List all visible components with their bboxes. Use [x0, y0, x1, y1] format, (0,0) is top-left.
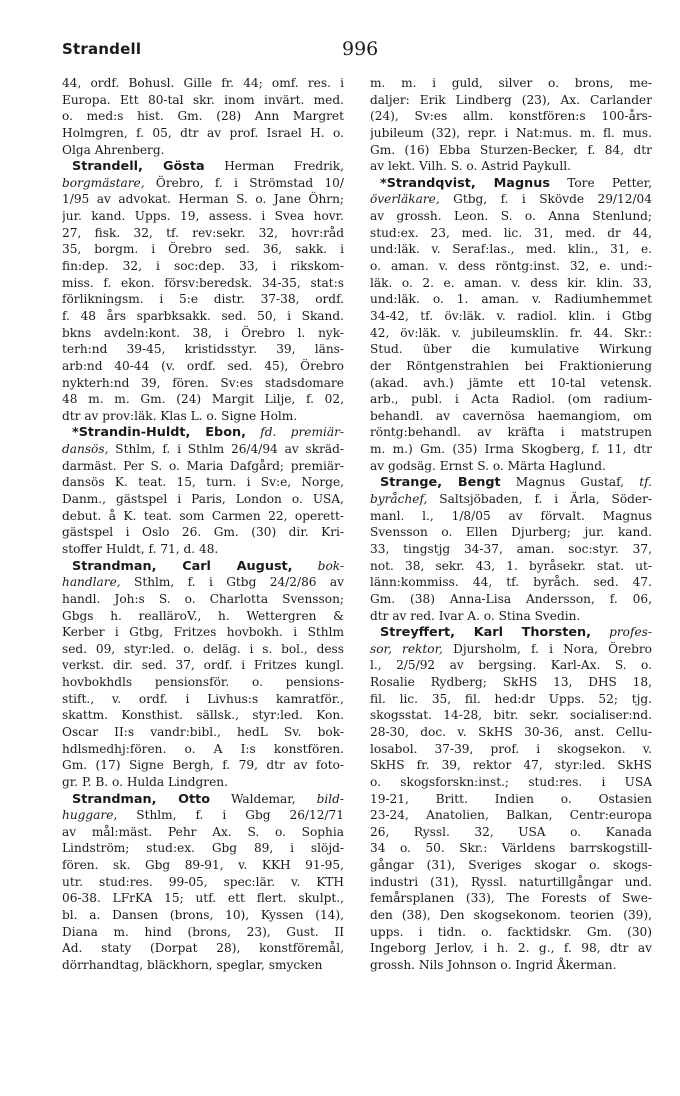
text-run: femårsplanen (33), The Forests of Swe- — [370, 891, 652, 906]
text-line — [370, 591, 652, 608]
text-run: Diana m. hind (brons, 23), Gust. II — [62, 924, 344, 939]
entry-occupation: tf. — [639, 475, 652, 490]
text-line — [62, 108, 344, 125]
text-run: dtr av prov:läk. Klas L. o. Signe Holm. — [62, 408, 298, 423]
entry-headword: Strandman, Carl August, — [72, 558, 293, 574]
text-line — [370, 957, 652, 974]
text-line — [62, 541, 344, 558]
text-run: 34 o. 50. Skr.: Världens barrskogstill- — [370, 841, 652, 856]
text-run: 33, tingstjg 34-37, aman. soc:styr. 37, — [370, 541, 652, 556]
text-line — [62, 325, 344, 342]
text-line — [62, 191, 344, 208]
text-run: Lindström; stud:ex. Gbg 89, i slöjd- — [62, 841, 344, 856]
text-line — [370, 158, 652, 175]
text-line — [62, 241, 344, 258]
text-line — [62, 574, 344, 591]
text-line — [62, 691, 344, 708]
left-column — [62, 75, 344, 974]
text-line — [370, 441, 652, 458]
text-line — [370, 924, 652, 941]
entry-occupation: dansös, — [62, 442, 109, 457]
text-line — [370, 608, 652, 625]
text-run: behandl. av cavernösa haemangiom, om — [370, 408, 652, 423]
text-run: Ad. staty (Dorpat 28), konstföremål, — [62, 941, 344, 956]
text-run: grossh. Nils Johnson o. Ingrid Åkerman. — [370, 957, 617, 972]
text-line — [370, 258, 652, 275]
text-run: (akad. avh.) jämte ett 10-tal vetensk. — [370, 375, 652, 390]
text-run: fil. lic. 35, fil. hed:dr Upps. 52; tjg. — [370, 691, 652, 706]
text-line — [62, 474, 344, 491]
text-line — [62, 491, 344, 508]
text-run: Herman Fredrik, — [204, 159, 344, 174]
text-line — [62, 341, 344, 358]
text-line — [62, 824, 344, 841]
entry-headword: Strandman, Otto — [72, 791, 210, 807]
text-run: jur. kand. Upps. 19, assess. i Svea hovr. — [62, 209, 344, 224]
text-run: fören. sk. Gbg 89-91, v. KKH 91-95, — [62, 858, 344, 873]
text-run: Gm. (16) Ebba Sturzen-Becker, f. 84, dtr — [370, 142, 652, 157]
text-line — [62, 807, 344, 824]
entry-occupation: sor, rektor, — [370, 641, 443, 656]
text-line — [370, 774, 652, 791]
text-line — [370, 408, 652, 425]
text-run: förlikningsm. i 5:e distr. 37-38, ordf. — [62, 292, 344, 307]
text-line — [62, 608, 344, 625]
text-line — [62, 657, 344, 674]
text-run: 06-38. LFrKA 15; utf. ett flert. skulpt., — [62, 891, 344, 906]
text-run: 28-30, doc. v. SkHS 30-36, anst. Cellu- — [370, 724, 652, 739]
text-run: losabol. 37-39, prof. i skogsekon. v. — [370, 741, 652, 756]
text-line — [370, 890, 652, 907]
text-run: gr. P. B. o. Hulda Lindgren. — [62, 774, 228, 789]
text-run: sed. 09, styr:led. o. deläg. i s. bol., dess — [62, 641, 344, 656]
text-line — [370, 341, 652, 358]
text-line — [370, 707, 652, 724]
text-run: dansös K. teat. 15, turn. i Sv:e, Norge, — [62, 475, 344, 490]
text-run: läk. o. 2. e. aman. v. dess kir. klin. 33, — [370, 275, 652, 290]
text-line — [62, 175, 344, 192]
text-run: f. 48 års sparbksakk. sed. 50, i Skand. — [62, 308, 344, 323]
text-line — [370, 824, 652, 841]
text-run: SkHS fr. 39, rektor 47, styr:led. SkHS — [370, 758, 652, 773]
text-line — [62, 840, 344, 857]
text-run: Waldemar, — [210, 791, 317, 806]
text-line — [370, 857, 652, 874]
text-line — [62, 225, 344, 242]
text-run: verkst. dir. sed. 37, ordf. i Fritzes kungl. — [62, 658, 344, 673]
entry-occupation: borgmästare, — [62, 175, 145, 190]
text-line — [370, 142, 652, 159]
text-line — [62, 757, 344, 774]
text-line — [62, 408, 344, 425]
text-run: l., 2/5/92 av bergsing. Karl-Ax. S. o. — [370, 658, 652, 673]
text-line — [370, 358, 652, 375]
text-run: Gtbg, f. i Skövde 29/12/04 — [439, 192, 652, 207]
text-run: skogsstat. 14-28, bitr. sekr. socialiser:nd. — [370, 708, 652, 723]
text-line — [62, 674, 344, 691]
text-line — [62, 75, 344, 92]
text-run: Sthlm, f. i Gbg 26/12/71 — [117, 808, 344, 823]
entry-occupation: handlare, — [62, 575, 121, 590]
text-line — [62, 907, 344, 924]
entry-occupation: fd. premiär- — [245, 425, 344, 440]
text-line — [370, 375, 652, 392]
text-line — [62, 641, 344, 658]
text-run: Gbgs h. realläroV., h. Wettergren & — [62, 608, 344, 623]
text-line — [370, 291, 652, 308]
text-run: 48 m. m. Gm. (24) Margit Lilje, f. 02, — [62, 392, 344, 407]
text-run: (24), Sv:es allm. konstfören:s 100-års- — [370, 109, 652, 124]
text-line — [370, 191, 652, 208]
text-run: 42, öv:läk. v. jubileumsklin. fr. 44. Skr.: — [370, 325, 652, 340]
text-line — [62, 441, 344, 458]
text-run: fin:dep. 32, i soc:dep. 33, i rikskom- — [62, 259, 344, 274]
text-line — [370, 208, 652, 225]
text-line — [62, 741, 344, 758]
text-line — [370, 125, 652, 142]
text-line — [62, 208, 344, 225]
entry-headline — [370, 624, 652, 641]
text-run: Gm. (38) Anna-Lisa Andersson, f. 06, — [370, 591, 652, 606]
text-run: bkns avdeln:kont. 38, i Örebro l. nyk- — [62, 325, 344, 340]
text-run: manl. l., 1/8/05 av förvalt. Magnus — [370, 508, 652, 523]
text-line — [62, 924, 344, 941]
text-run: Oscar II:s vandr:bibl., hedL Sv. bok- — [62, 724, 344, 739]
text-run: Magnus Gustaf, — [500, 475, 640, 490]
text-line — [62, 375, 344, 392]
text-run: 23-24, Anatolien, Balkan, Centr:europa — [370, 808, 652, 823]
text-run: av lekt. Vilh. S. o. Astrid Paykull. — [370, 159, 571, 174]
text-run: dörrhandtag, bläckhorn, speglar, smycken — [62, 957, 323, 972]
text-run: stoffer Huldt, f. 71, d. 48. — [62, 541, 219, 556]
text-line — [370, 75, 652, 92]
text-line — [62, 774, 344, 791]
text-run: skattm. Konsthist. sällsk., styr:led. Kon. — [62, 708, 344, 723]
text-run: darmäst. Per S. o. Maria Dafgård; premiär- — [62, 458, 344, 473]
text-line — [370, 92, 652, 109]
entry-occupation: överläkare, — [370, 192, 440, 207]
text-line — [62, 391, 344, 408]
text-line — [370, 574, 652, 591]
entry-occupation: profes- — [590, 625, 652, 640]
text-run: upps. i tidn. o. facktidskr. Gm. (30) — [370, 924, 652, 939]
text-run: debut. å K. teat. som Carmen 22, operett- — [62, 508, 344, 523]
entry-occupation: byråchef, — [370, 492, 428, 507]
entry-headword: Streyffert, Karl Thorsten, — [380, 625, 591, 641]
text-run: hovbokhdls pensionsför. o. pensions- — [62, 675, 344, 690]
text-line — [62, 258, 344, 275]
text-run: Kerber i Gtbg, Fritzes hovbokh. i Sthlm — [62, 625, 344, 640]
text-line — [62, 358, 344, 375]
page-header — [62, 38, 632, 62]
text-run: 34-42, tf. öv:läk. v. radiol. klin. i Gtbg — [370, 308, 652, 323]
text-run: Djursholm, f. i Nora, Örebro — [442, 641, 652, 656]
text-run: stift., v. ordf. i Livhus:s kamratför., — [62, 691, 344, 706]
text-run: 27, fisk. 32, tf. rev:sekr. 32, hovr:råd — [62, 225, 344, 240]
text-run: industri (31), Ryssl. naturtillgångar und. — [370, 874, 652, 889]
text-line — [370, 674, 652, 691]
text-run: Holmgren, f. 05, dtr av prof. Israel H. o. — [62, 125, 344, 140]
text-line — [370, 325, 652, 342]
text-line — [62, 308, 344, 325]
text-line — [62, 275, 344, 292]
text-run: miss. f. ekon. försv:beredsk. 34-35, stat:s — [62, 275, 344, 290]
text-line — [370, 757, 652, 774]
text-line — [62, 624, 344, 641]
text-run: gångar (31), Sveriges skogar o. skogs- — [370, 858, 652, 873]
text-run: Europa. Ett 80-tal skr. inom invärt. med. — [62, 92, 344, 107]
text-run: av grossh. Leon. S. o. Anna Stenlund; — [370, 209, 652, 224]
text-line — [370, 108, 652, 125]
text-run: röntg:behandl. av kräfta i matstrupen — [370, 425, 652, 440]
text-run: Rosalie Rydberg; SkHS 13, DHS 18, — [370, 675, 652, 690]
entry-headline — [62, 424, 344, 441]
text-line — [62, 707, 344, 724]
text-run: dtr av red. Ivar A. o. Stina Svedin. — [370, 608, 581, 623]
text-line — [62, 291, 344, 308]
text-run: stud:ex. 23, med. lic. 31, med. dr 44, — [370, 225, 652, 240]
text-run: 19-21, Britt. Indien o. Ostasien — [370, 791, 652, 806]
text-line — [370, 940, 652, 957]
text-line — [62, 92, 344, 109]
text-run: o. aman. v. dess röntg:inst. 32, e. und:- — [370, 259, 652, 274]
text-run: o. skogsforskn:inst.; stud:res. i USA — [370, 774, 652, 789]
text-run: 44, ordf. Bohusl. Gille fr. 44; omf. res. i — [62, 76, 344, 90]
text-line — [62, 874, 344, 891]
text-run: av godsäg. Ernst S. o. Märta Haglund. — [370, 458, 606, 473]
text-run: länn:kommiss. 44, tf. byråch. sed. 47. — [370, 575, 652, 590]
text-line — [370, 874, 652, 891]
text-run: Ingeborg Jerlov, i h. 2. g., f. 98, dtr av — [370, 941, 652, 956]
text-line — [370, 807, 652, 824]
text-line — [370, 275, 652, 292]
text-line — [62, 591, 344, 608]
text-line — [370, 458, 652, 475]
text-line — [370, 308, 652, 325]
text-run: Saltsjöbaden, f. i Ärla, Söder- — [427, 492, 652, 507]
text-run: der Röntgenstrahlen bei Fraktionierung — [370, 358, 652, 373]
entry-occupation: bok- — [292, 558, 344, 573]
text-run: Örebro, f. i Strömstad 10/ — [144, 175, 344, 190]
entry-headword: *Strandqvist, Magnus — [380, 175, 550, 191]
text-run: Sthlm, f. i Sthlm 26/4/94 av skräd- — [108, 442, 344, 457]
right-column — [370, 75, 652, 974]
text-line — [62, 724, 344, 741]
text-line — [370, 524, 652, 541]
text-run: m. m.) Gm. (35) Irma Skogberg, f. 11, dtr — [370, 442, 652, 457]
text-line — [62, 890, 344, 907]
text-run: Tore Petter, — [549, 175, 652, 190]
text-run: Olga Ahrenberg. — [62, 142, 165, 157]
text-run: Stud. über die kumulative Wirkung — [370, 342, 652, 357]
text-line — [62, 957, 344, 974]
entry-headline — [62, 158, 344, 175]
text-run: arb., publ. i Acta Radiol. (om radium- — [370, 392, 652, 407]
text-line — [62, 508, 344, 525]
text-line — [62, 458, 344, 475]
entry-headword: Strange, Bengt — [380, 475, 501, 491]
entry-headword: Strandell, Gösta — [72, 159, 205, 175]
text-line — [62, 125, 344, 142]
text-run: Danm., gästspel i Paris, London o. USA, — [62, 492, 344, 507]
text-line — [370, 741, 652, 758]
running-head: Strandell — [62, 40, 142, 58]
text-run: handl. Joh:s S. o. Charlotta Svensson; — [62, 591, 344, 606]
page-number: 996 — [342, 38, 379, 60]
text-run: und:läk. o. 1. aman. v. Radiumhemmet — [370, 292, 652, 307]
text-run: gästspel i Oslo 26. Gm. (30) dir. Kri- — [62, 525, 344, 540]
text-run: hdlsmedhj:fören. o. A I:s konstfören. — [62, 741, 344, 756]
text-line — [370, 840, 652, 857]
text-run: bl. a. Dansen (brons, 10), Kyssen (14), — [62, 908, 344, 923]
text-run: 35, borgm. i Örebro sed. 36, sakk. i — [62, 242, 344, 257]
text-line — [370, 691, 652, 708]
text-line — [370, 541, 652, 558]
entry-occupation: huggare, — [62, 808, 118, 823]
text-run: Gm. (17) Signe Bergh, f. 79, dtr av foto- — [62, 758, 344, 773]
text-line — [370, 791, 652, 808]
text-run: utr. stud:res. 99-05, spec:lär. v. KTH — [62, 874, 344, 889]
text-line — [370, 558, 652, 575]
text-line — [62, 142, 344, 159]
text-run: terh:nd 39-45, kristidsstyr. 39, läns- — [62, 342, 344, 357]
text-run: Svensson o. Ellen Djurberg; jur. kand. — [370, 525, 652, 540]
text-line — [370, 424, 652, 441]
text-run: m. m. i guld, silver o. brons, me- — [370, 76, 652, 90]
text-line — [370, 508, 652, 525]
text-run: Sthlm, f. i Gtbg 24/2/86 av — [120, 575, 344, 590]
text-run: daljer: Erik Lindberg (23), Ax. Carlander — [370, 92, 652, 107]
text-line — [370, 907, 652, 924]
entry-headword: *Strandin-Huldt, Ebon, — [72, 425, 246, 441]
text-line — [370, 724, 652, 741]
text-run: jubileum (32), repr. i Nat:mus. m. fl. mus. — [370, 125, 652, 140]
text-run: nykterh:nd 39, fören. Sv:es stadsdomare — [62, 375, 344, 390]
text-line — [370, 225, 652, 242]
text-line — [62, 940, 344, 957]
text-line — [370, 641, 652, 658]
text-line — [370, 241, 652, 258]
text-run: und:läk. v. Seraf:las., med. klin., 31, e. — [370, 242, 652, 257]
text-run: not. 38, sekr. 43, 1. byråsekr. stat. ut- — [370, 558, 652, 573]
text-run: arb:nd 40-44 (v. ordf. sed. 45), Örebro — [62, 358, 344, 373]
text-run: av mål:mäst. Pehr Ax. S. o. Sophia — [62, 824, 344, 839]
text-line — [370, 657, 652, 674]
text-run: o. med:s hist. Gm. (28) Ann Margret — [62, 109, 344, 124]
text-run: 26, Ryssl. 32, USA o. Kanada — [370, 824, 652, 839]
text-line — [62, 857, 344, 874]
entry-headline — [62, 558, 344, 575]
text-line — [370, 491, 652, 508]
entry-headline — [370, 175, 652, 192]
entry-headline — [62, 791, 344, 808]
text-line — [62, 524, 344, 541]
text-run: den (38), Den skogsekonom. teorien (39), — [370, 908, 652, 923]
entry-occupation: bild- — [316, 791, 344, 806]
entry-headline — [370, 474, 652, 491]
text-run: 1/95 av advokat. Herman S. o. Jane Öhrn; — [62, 192, 344, 207]
text-line — [370, 391, 652, 408]
